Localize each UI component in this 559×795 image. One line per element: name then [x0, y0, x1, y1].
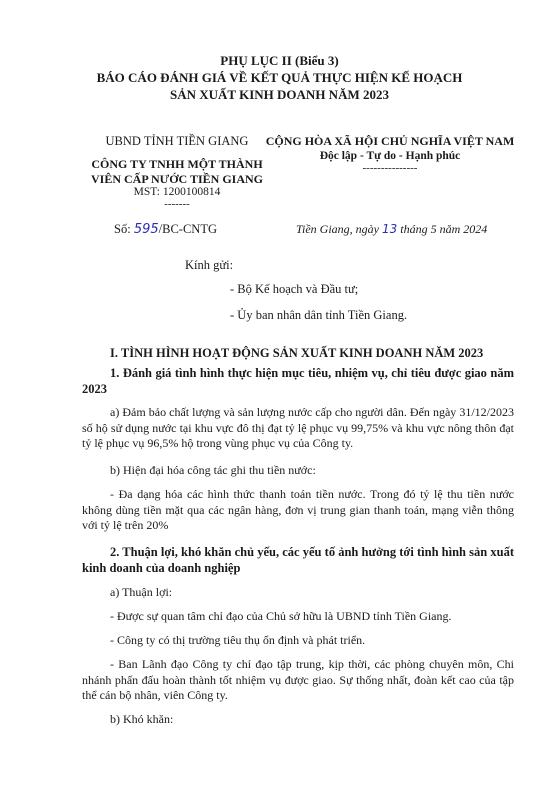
section-heading: I. TÌNH HÌNH HOẠT ĐỘNG SẢN XUẤT KINH DOANH NĂM 2023: [110, 346, 484, 360]
recipient-ministry: - Bộ Kế hoạch và Đầu tư;: [230, 282, 359, 296]
date-prefix: Tiền Giang, ngày: [296, 222, 379, 236]
date-rest: tháng 5 năm 2024: [400, 222, 488, 236]
company-name-line2: VIÊN CẤP NƯỚC TIỀN GIANG: [90, 172, 264, 186]
national-motto: Độc lập - Tự do - Hạnh phúc: [319, 150, 461, 162]
nation-name: CỘNG HÒA XÃ HỘI CHỦ NGHĨA VIỆT NAM: [265, 134, 515, 148]
appendix-title: PHỤ LỤC II (Biểu 3): [220, 53, 339, 68]
tax-code: MST: 1200100814: [133, 186, 221, 198]
number-prefix: Số:: [114, 222, 131, 236]
paragraph-2a1: - Được sự quan tâm chỉ đạo của Chủ sở hữu là UBND tỉnh Tiền Giang.: [110, 609, 452, 623]
right-separator: ---------------: [362, 162, 418, 174]
report-title-line2: SẢN XUẤT KINH DOANH NĂM 2023: [170, 87, 389, 102]
left-separator: -------: [164, 198, 190, 210]
greeting: Kính gửi:: [185, 258, 234, 272]
paragraph-b: b) Hiện đại hóa công tác ghi thu tiền nước:: [110, 463, 316, 477]
paragraph-2a3: - Ban Lãnh đạo Công ty chỉ đạo tập trung, kịp thời, các phòng chuyên môn, Chi nhánh phấn đấu hoàn thành tốt nhiệm vụ được giao. Sự thống nhất, đoàn kết cao của tập thể cán bộ nhân, viên Công ty.: [82, 657, 514, 702]
company-name-line1: CÔNG TY TNHH MỘT THÀNH: [91, 157, 263, 171]
handwritten-day: 13: [382, 222, 398, 236]
subsection-2-heading: 2. Thuận lợi, khó khăn chủ yếu, các yếu tố ảnh hưởng tới tình hình sản xuất kinh doanh của doanh nghiệp: [82, 545, 514, 575]
subsection-1-heading: 1. Đánh giá tình hình thực hiện mục tiêu, nhiệm vụ, chỉ tiêu được giao năm 2023: [82, 366, 514, 396]
paragraph-2b: b) Khó khăn:: [110, 712, 174, 726]
report-title-line1: BÁO CÁO ĐÁNH GIÁ VỀ KẾT QUẢ THỰC HIỆN KẾ HOẠCH: [96, 70, 463, 85]
recipient-committee: - Ủy ban nhân dân tỉnh Tiền Giang.: [230, 308, 408, 322]
paragraph-a: a) Đảm bảo chất lượng và sản lượng nước cấp cho người dân. Đến ngày 31/12/2023 số hộ sử dụng nước tại khu vực đô thị đạt tỷ lệ phục vụ 99,75% và khu vực nông thôn đạt tỷ lệ phục vụ 96,5% hộ trong vùng phục vụ của Công ty.: [82, 405, 514, 450]
paragraph-b1: - Đa dạng hóa các hình thức thanh toán tiền nước. Trong đó tỷ lệ thu tiền nước không dùng tiền mặt qua các ngân hàng, đơn vị trung gian thanh toán, mạng viễn thông với tỷ lệ trên 20%: [82, 487, 514, 532]
issue-date: [296, 222, 487, 237]
issuing-authority: UBND TỈNH TIỀN GIANG: [105, 134, 249, 148]
paragraph-2a2: - Công ty có thị trường tiêu thụ ổn định và phát triển.: [110, 633, 366, 647]
handwritten-number: 595: [133, 222, 159, 237]
document-number: [114, 222, 217, 237]
number-suffix: /BC-CNTG: [158, 222, 217, 236]
paragraph-2a: a) Thuận lợi:: [110, 585, 173, 599]
